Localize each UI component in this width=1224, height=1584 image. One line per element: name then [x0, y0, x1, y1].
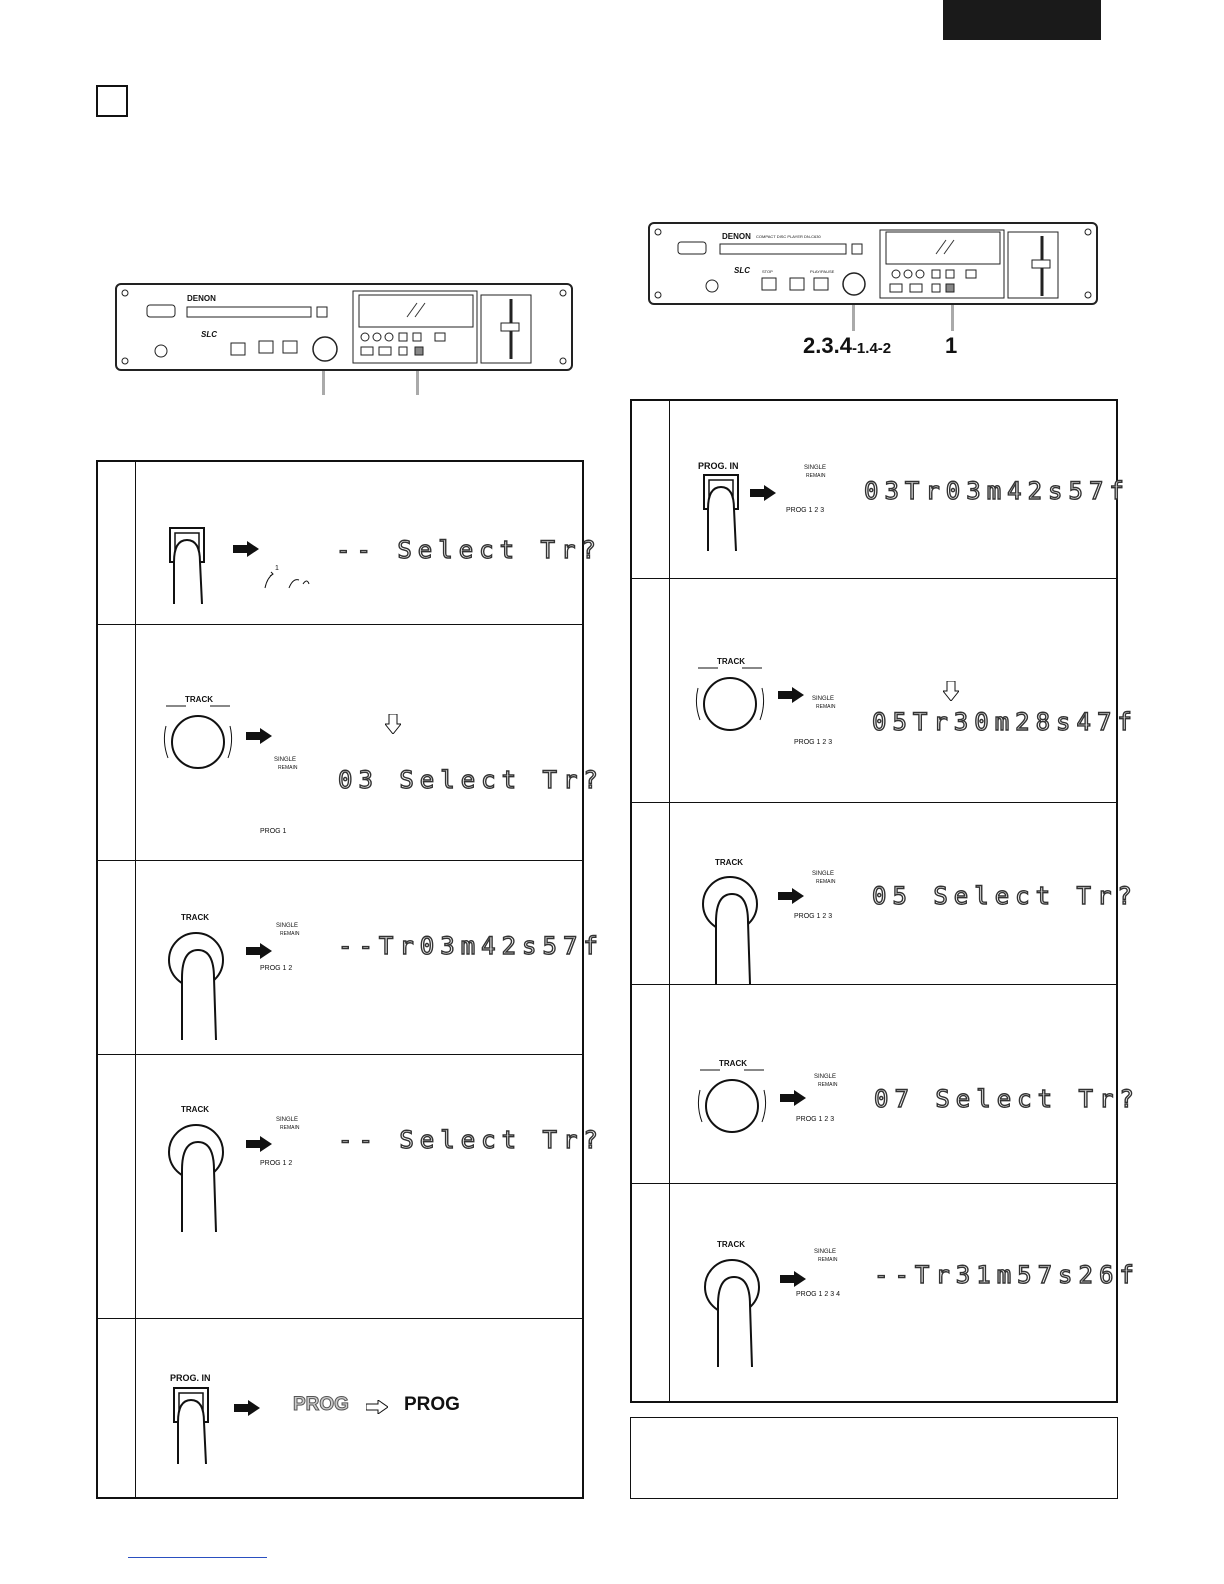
lcd-display-r-step5: --Tr31m57s26f [874, 1261, 1140, 1289]
prog-indicator-dim: PROG [293, 1394, 349, 1415]
single-indicator: SINGLE [814, 1074, 837, 1080]
prog-number-indicator: 1 [275, 565, 279, 572]
footer-link-underline[interactable] [128, 1557, 267, 1558]
remain-indicator: REMAIN [818, 1257, 838, 1263]
right-step-3 [632, 802, 1138, 985]
lcd-display-step3: --Tr03m42s57f [338, 932, 604, 960]
arrow-right-icon [233, 541, 259, 557]
left-steps-panel [96, 460, 604, 1499]
right-step-4 [632, 984, 1140, 1184]
down-arrow-icon [943, 681, 959, 701]
arrow-right-icon [750, 485, 776, 501]
callout-line-prog-right [951, 305, 954, 331]
prog-indicator-row: PROG 1 2 3 [794, 739, 833, 746]
device-model-right: SLC [734, 266, 750, 275]
track-dial-icon [690, 1068, 774, 1140]
prog-in-button-icon [702, 473, 746, 551]
arrow-right-icon [246, 1136, 272, 1152]
remain-indicator: REMAIN [280, 1125, 300, 1131]
arrow-right-icon [246, 728, 272, 744]
remain-indicator: REMAIN [278, 765, 298, 771]
remain-indicator: REMAIN [818, 1082, 838, 1088]
arrow-right-icon [234, 1400, 260, 1416]
right-step-5 [632, 1183, 1140, 1405]
single-indicator: SINGLE [274, 757, 297, 763]
remain-indicator: REMAIN [816, 704, 836, 710]
track-dial-label: TRACK [717, 657, 745, 666]
single-indicator: SINGLE [812, 871, 835, 877]
single-indicator: SINGLE [812, 696, 835, 702]
right-step-1 [632, 401, 1130, 579]
page-header-tab [943, 0, 1101, 40]
device-brand-right: DENON [722, 232, 751, 241]
transition-arrow-icon [366, 1400, 388, 1414]
callout-line-jog [322, 371, 325, 395]
cd-player-front-panel-right [648, 222, 1098, 305]
single-indicator: SINGLE [276, 923, 299, 929]
lcd-display-r-step1: 03Tr03m42s57f [864, 477, 1130, 505]
track-dial-icon [156, 704, 240, 776]
arrow-right-icon [778, 888, 804, 904]
prog-indicator-row: PROG 1 2 3 [796, 1116, 835, 1123]
prog-in-label: PROG. IN [698, 461, 739, 471]
lcd-display-r-step2: 05Tr30m28s47f [872, 708, 1138, 736]
right-steps-panel [630, 399, 1140, 1403]
callout-step-prog: 1 [945, 333, 958, 358]
device-model-left: SLC [201, 330, 217, 339]
lcd-display-step2: 03 Select Tr? [338, 766, 604, 794]
prog-in-button-icon [172, 1386, 216, 1464]
track-press-icon [696, 864, 772, 984]
left-step-2 [98, 624, 604, 861]
device-brand-left: DENON [187, 294, 216, 303]
arrow-right-icon [246, 943, 272, 959]
note-box [630, 1417, 1118, 1499]
lcd-display-step1: -- Select Tr? [336, 536, 602, 564]
callout-steps-jog: 2.3.4-1.4-2 [803, 333, 892, 358]
track-button-label: TRACK [715, 858, 743, 867]
right-step-2 [632, 578, 1138, 803]
track-button-label: TRACK [181, 913, 209, 922]
remain-indicator: REMAIN [816, 879, 836, 885]
lcd-display-r-step4: 07 Select Tr? [874, 1085, 1140, 1113]
prog-in-button-icon [168, 526, 212, 604]
arrow-right-icon [780, 1271, 806, 1287]
arrow-right-icon [778, 687, 804, 703]
track-button-label: TRACK [181, 1105, 209, 1114]
prog-indicator-row: PROG 1 2 3 [794, 913, 833, 920]
prog-indicator-row: PROG 1 2 [260, 965, 293, 972]
single-indicator: SINGLE [814, 1249, 837, 1255]
left-step-4 [98, 1054, 604, 1319]
section-marker-box [96, 85, 128, 117]
remain-indicator: REMAIN [280, 931, 300, 937]
cd-player-front-panel-left [115, 283, 573, 371]
down-arrow-icon [385, 714, 401, 734]
lcd-display-r-step3: 05 Select Tr? [872, 882, 1138, 910]
left-step-5 [98, 1318, 582, 1501]
blink-marks-icon [263, 570, 313, 590]
prog-indicator-row: PROG 1 2 [260, 1160, 293, 1167]
device-play-label: PLAY/PAUSE [810, 269, 835, 274]
device-model-text-right: COMPACT DISC PLAYER DN-C630 [756, 234, 821, 239]
left-step-3 [98, 860, 604, 1055]
prog-indicator-row: PROG 1 [260, 828, 287, 835]
track-dial-label: TRACK [719, 1059, 747, 1068]
single-indicator: SINGLE [276, 1117, 299, 1123]
prog-indicator-lit: PROG [404, 1394, 460, 1415]
prog-indicator-row: PROG 1 2 3 4 [796, 1291, 840, 1298]
lcd-display-step4: -- Select Tr? [338, 1126, 604, 1154]
track-dial-icon [688, 666, 772, 738]
prog-in-label: PROG. IN [170, 1373, 211, 1383]
remain-indicator: REMAIN [806, 473, 826, 479]
callout-line-jog-right [852, 305, 855, 331]
left-step-1 [98, 462, 602, 625]
prog-indicator-row: PROG 1 2 3 [786, 507, 825, 514]
track-button-label: TRACK [717, 1240, 745, 1249]
track-press-icon [162, 1112, 238, 1232]
track-press-icon [698, 1247, 774, 1367]
arrow-right-icon [780, 1090, 806, 1106]
track-dial-label: TRACK [185, 695, 213, 704]
single-indicator: SINGLE [804, 465, 827, 471]
track-press-icon [162, 920, 238, 1040]
device-stop-label: STOP [762, 269, 773, 274]
callout-line-prog [416, 371, 419, 395]
